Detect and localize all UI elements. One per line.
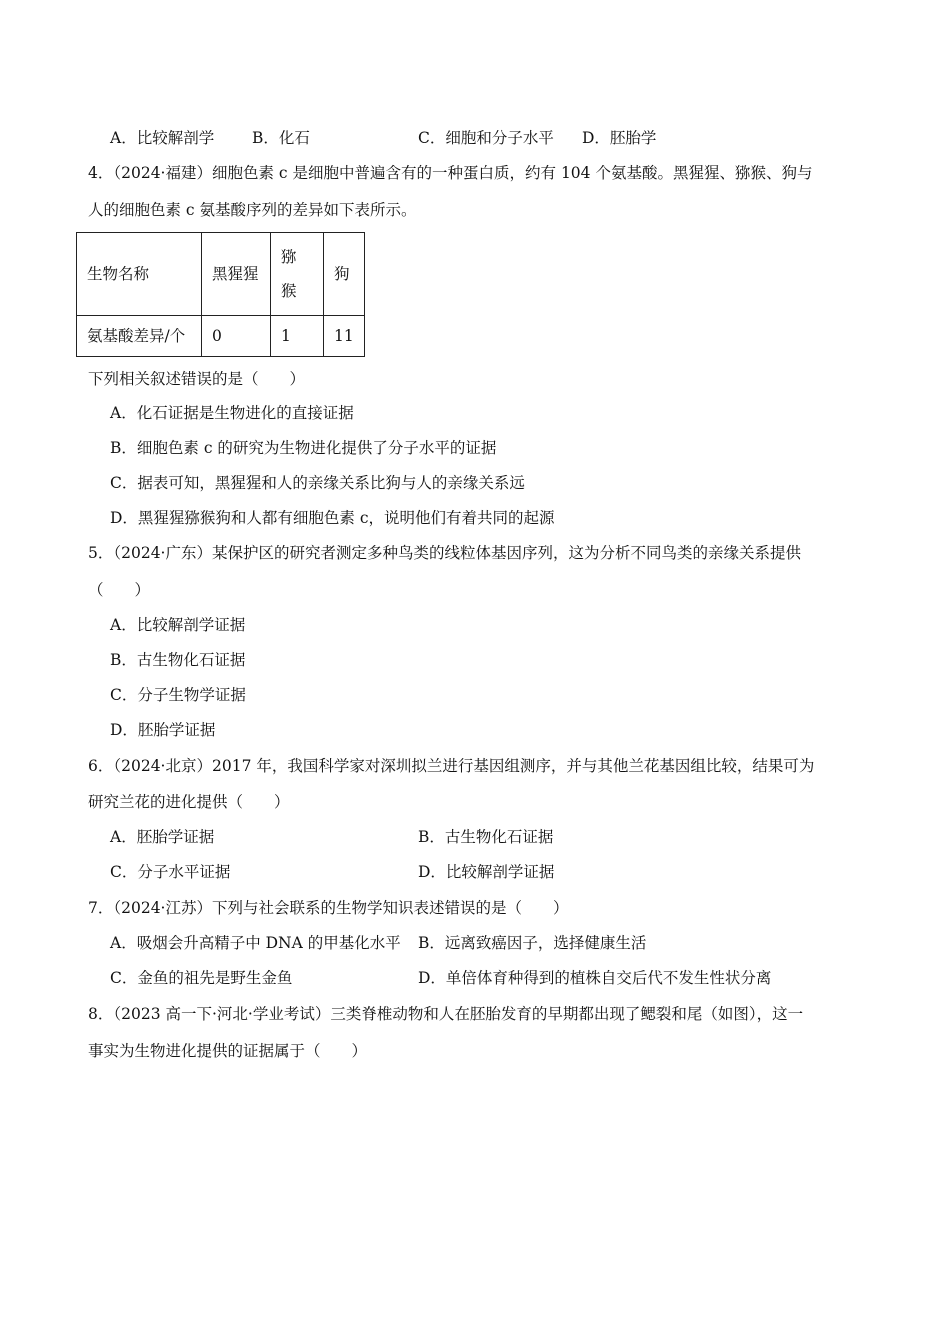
cytochrome-c-table: [76, 232, 365, 357]
q6-stem-line2: 研究兰花的进化提供（ ）: [88, 793, 290, 811]
q7-option-d: D．单倍体育种得到的植株自交后代不发生性状分离: [418, 969, 772, 987]
q5-stem-line2: （ ）: [88, 581, 151, 599]
q4-option-c: C．据表可知，黑猩猩和人的亲缘关系比狗与人的亲缘关系远: [110, 474, 525, 492]
q3-option-c: C．细胞和分子水平: [418, 129, 554, 147]
table-cell-chimpanzee: 0: [202, 316, 271, 357]
q4-stem-line2: 人的细胞色素 c 氨基酸序列的差异如下表所示。: [88, 201, 417, 219]
q3-option-a: A．比较解剖学: [110, 129, 215, 147]
q7-option-a: A．吸烟会升高精子中 DNA 的甲基化水平: [110, 934, 401, 952]
q5-option-a: A．比较解剖学证据: [110, 616, 246, 634]
table-header-macaque: [271, 233, 324, 316]
table-header-row: [77, 233, 365, 316]
q7-stem-line1: 7．（2024·江苏）下列与社会联系的生物学知识表述错误的是（ ）: [88, 899, 569, 917]
q4-stem-line1: 4．（2024·福建）细胞色素 c 是细胞中普遍含有的一种蛋白质，约有 104 个氨基酸。黑猩猩、猕猴、狗与: [88, 164, 813, 182]
q4-option-b: B．细胞色素 c 的研究为生物进化提供了分子水平的证据: [110, 439, 497, 457]
table-cell-macaque: 1: [271, 316, 324, 357]
q7-option-b: B．远离致癌因子，选择健康生活: [418, 934, 647, 952]
table-cell-dog: 11: [324, 316, 365, 357]
table-header-organism: 生物名称: [77, 233, 202, 316]
q6-stem-line1: 6．（2024·北京）2017 年，我国科学家对深圳拟兰进行基因组测序，并与其他兰花基因组比较，结果可为: [88, 757, 815, 775]
q7-option-c: C．金鱼的祖先是野生金鱼: [110, 969, 293, 987]
q6-option-a: A．胚胎学证据: [110, 828, 215, 846]
table-cell-label: 氨基酸差异/个: [77, 316, 202, 357]
table-header-chimpanzee: 黑猩猩: [202, 233, 271, 316]
q6-option-d: D．比较解剖学证据: [418, 863, 555, 881]
q4-option-d: D．黑猩猩猕猴狗和人都有细胞色素 c，说明他们有着共同的起源: [110, 509, 555, 527]
q3-option-d: D．胚胎学: [582, 129, 657, 147]
table-header-dog: 狗: [324, 233, 365, 316]
q5-option-b: B．古生物化石证据: [110, 651, 246, 669]
q8-stem-line2: 事实为生物进化提供的证据属于（ ）: [88, 1042, 368, 1060]
q5-option-c: C．分子生物学证据: [110, 686, 246, 704]
q3-option-b: B．化石: [252, 129, 310, 147]
q6-option-c: C．分子水平证据: [110, 863, 231, 881]
q5-stem-line1: 5．（2024·广东）某保护区的研究者测定多种鸟类的线粒体基因序列，这为分析不同鸟类的亲缘关系提供: [88, 544, 801, 562]
q8-stem-line1: 8．（2023 高一下·河北·学业考试）三类脊椎动物和人在胚胎发育的早期都出现了鳃裂和尾（如图），这一: [88, 1005, 804, 1023]
q5-option-d: D．胚胎学证据: [110, 721, 216, 739]
q6-option-b: B．古生物化石证据: [418, 828, 554, 846]
q4-question: 下列相关叙述错误的是（ ）: [88, 370, 306, 388]
table-row: [77, 316, 365, 357]
table-header-macaque-label: 猕猴: [281, 248, 297, 300]
q4-option-a: A．化石证据是生物进化的直接证据: [110, 404, 354, 422]
